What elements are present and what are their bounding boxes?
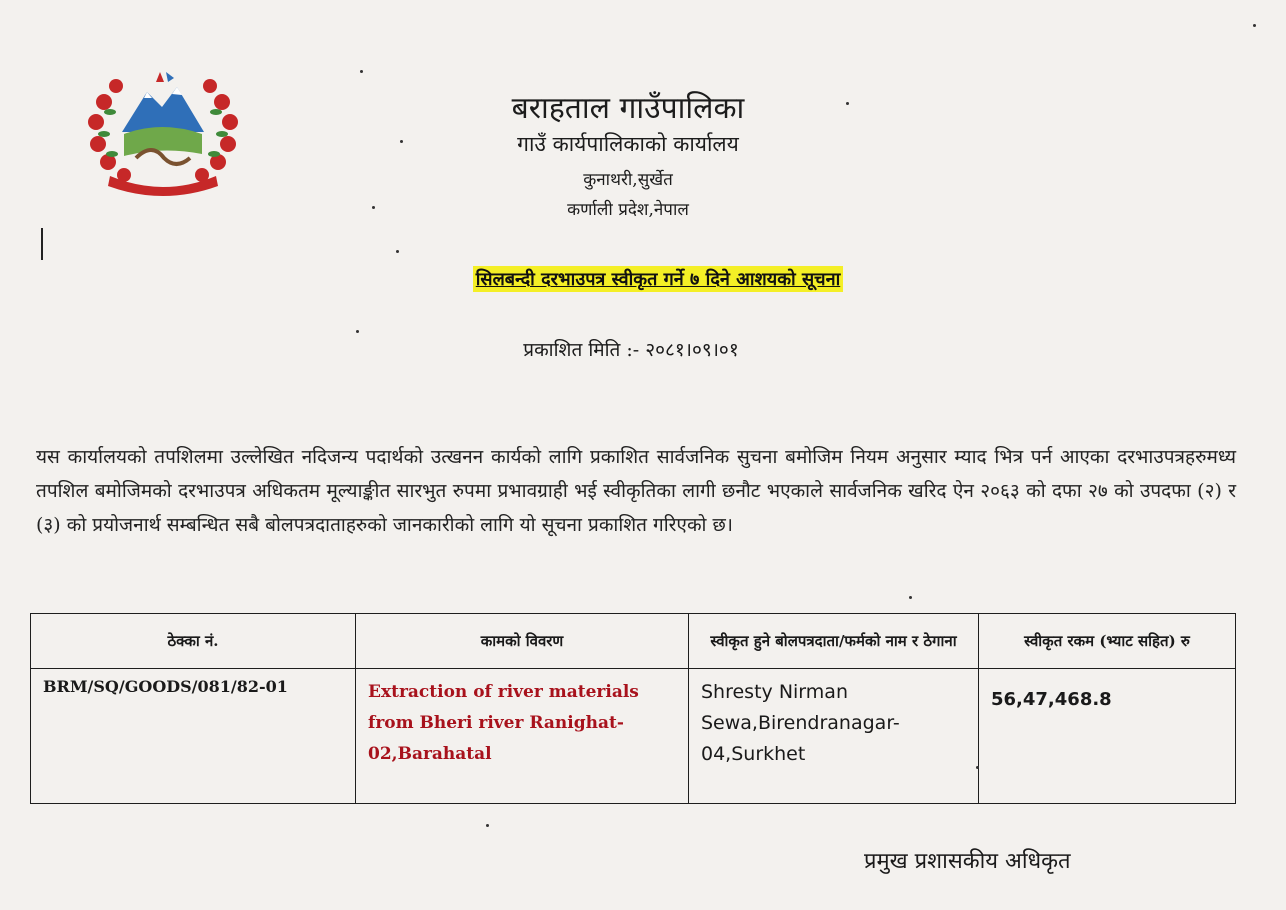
amount-cell xyxy=(979,669,1236,804)
scan-speck xyxy=(360,70,363,73)
description-cell xyxy=(356,669,689,804)
header-contract-no: ठेक्का नं. xyxy=(31,614,356,669)
published-date: प्रकाशित मिति :- २०८१।०९।०१ xyxy=(523,339,739,361)
award-table xyxy=(30,613,1236,804)
scan-speck xyxy=(909,596,912,599)
notice-body: यस कार्यालयको तपशिलमा उल्लेखित नदिजन्य पदार्थको उत्खनन कार्यको लागि प्रकाशित सार्वजनिक सुचना बमोजिम नियम अनुसार म्याद भित्र पर्न आएका दरभाउपत्रहरुमध्य तपशिल बमोजिमको दरभाउपत्र अधिकतम मूल्याङ्कीत सारभुत रुपमा प्रभावग्राही भई स्वीकृतिका लागी छनौट भएकाले सार्वजनिक खरिद ऐन २०६३ को दफा २७ को उपदफा (२) र (३) को प्रयोजनार्थ सम्बन्धित सबै बोलपत्रदाताहरुको जानकारीको लागि यो सूचना प्रकाशित गरिएको छ। xyxy=(36,446,1236,536)
scan-speck xyxy=(400,140,403,143)
contract-no-cell xyxy=(31,669,356,804)
bidder-cell xyxy=(689,669,979,804)
office-location: कुनाथरी,सुर्खेत xyxy=(583,170,673,190)
work-description: Extraction of river materials from Bheri river Ranighat-02,Barahatal xyxy=(368,682,639,764)
table-row xyxy=(31,669,1236,804)
approved-amount: 56,47,468.8 xyxy=(991,689,1112,710)
scan-speck xyxy=(846,102,849,105)
notice-subject: सिलबन्दी दरभाउपत्र स्वीकृत गर्ने ७ दिने आशयको सूचना xyxy=(473,266,843,292)
scan-speck xyxy=(356,330,359,333)
header-description: कामको विवरण xyxy=(356,614,689,669)
signature-title: प्रमुख प्रशासकीय अधिकृत xyxy=(864,849,1071,874)
province-name: कर्णाली प्रदेश,नेपाल xyxy=(567,200,689,220)
table-header-row xyxy=(31,614,1236,669)
header-bidder: स्वीकृत हुने बोलपत्रदाता/फर्मको नाम र ठेगाना xyxy=(689,614,979,669)
office-name: गाउँ कार्यपालिकाको कार्यालय xyxy=(517,132,739,156)
bidder-name-address: Shresty Nirman Sewa,Birendranagar-04,Surkhet xyxy=(701,681,900,765)
scan-speck xyxy=(976,766,979,769)
scan-speck xyxy=(486,824,489,827)
municipality-name: बराहताल गाउँपालिका xyxy=(511,91,745,126)
scan-speck xyxy=(1253,24,1256,27)
contract-no: BRM/SQ/GOODS/081/82-01 xyxy=(43,677,288,696)
header-amount: स्वीकृत रकम (भ्याट सहित) रु xyxy=(979,614,1236,669)
scan-speck xyxy=(372,206,375,209)
scan-speck xyxy=(396,250,399,253)
margin-mark xyxy=(41,228,43,260)
subject-wrapper xyxy=(0,266,1286,292)
